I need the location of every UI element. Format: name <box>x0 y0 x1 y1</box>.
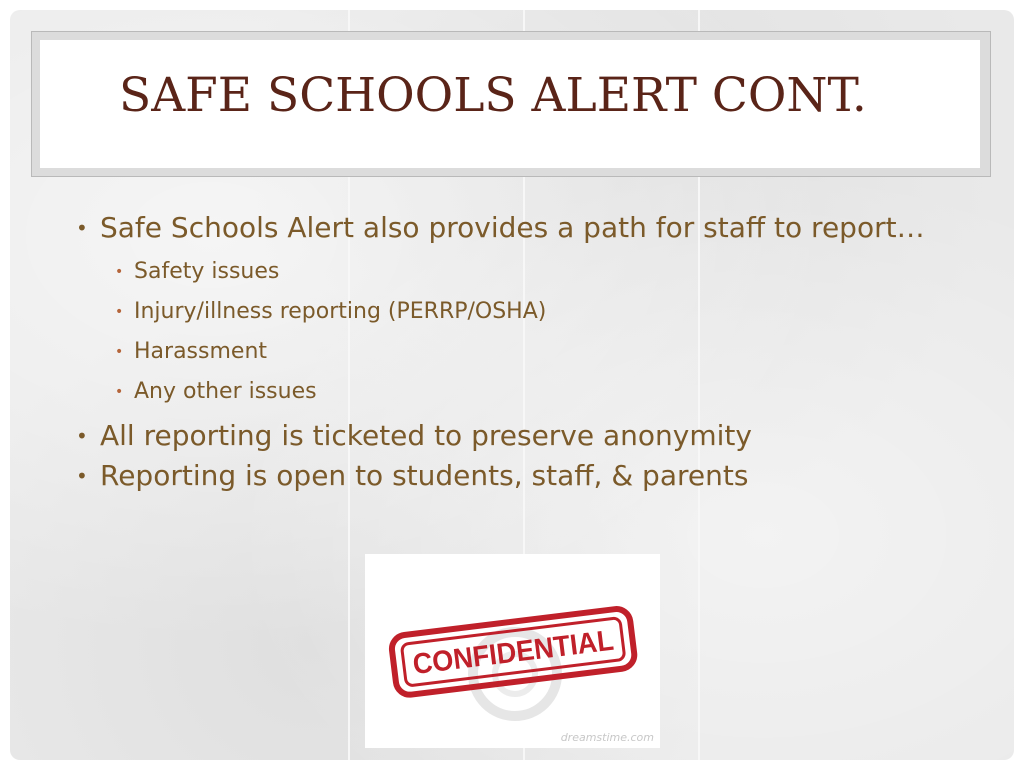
bullet-dot: • <box>76 464 88 488</box>
bullet-text: Safe Schools Alert also provides a path for staff to report… <box>100 211 925 244</box>
bullet-text: All reporting is ticketed to preserve anonymity <box>100 419 752 452</box>
confidential-stamp-icon <box>365 554 660 748</box>
sub-bullet-text: Harassment <box>134 339 268 364</box>
bullet-item <box>72 456 952 496</box>
sub-bullet-item <box>72 252 952 292</box>
sub-bullet-list <box>72 252 952 412</box>
sub-bullet-item <box>72 292 952 332</box>
bullet-item <box>72 208 952 248</box>
sub-bullet-text: Any other issues <box>134 379 317 404</box>
sub-bullet-dot: • <box>115 304 124 320</box>
bullet-item <box>72 416 952 456</box>
bullet-text: Reporting is open to students, staff, & parents <box>100 459 749 492</box>
confidential-stamp-image <box>365 554 660 748</box>
sub-bullet-text: Safety issues <box>134 259 280 284</box>
bullet-dot: • <box>76 216 88 240</box>
stamp-text: CONFIDENTIAL <box>411 622 630 682</box>
sub-bullet-item <box>72 332 952 372</box>
watermark-text: dreamstime.com <box>560 731 654 744</box>
sub-bullet-dot: • <box>115 344 124 360</box>
slide <box>10 10 1014 760</box>
sub-bullet-dot: • <box>115 264 124 280</box>
bullet-dot: • <box>76 424 88 448</box>
sub-bullet-item <box>72 372 952 412</box>
slide-title: SAFE SCHOOLS ALERT CONT. <box>119 68 867 123</box>
sub-bullet-dot: • <box>115 384 124 400</box>
sub-bullet-text: Injury/illness reporting (PERRP/OSHA) <box>134 299 547 324</box>
bullet-list <box>72 208 952 496</box>
